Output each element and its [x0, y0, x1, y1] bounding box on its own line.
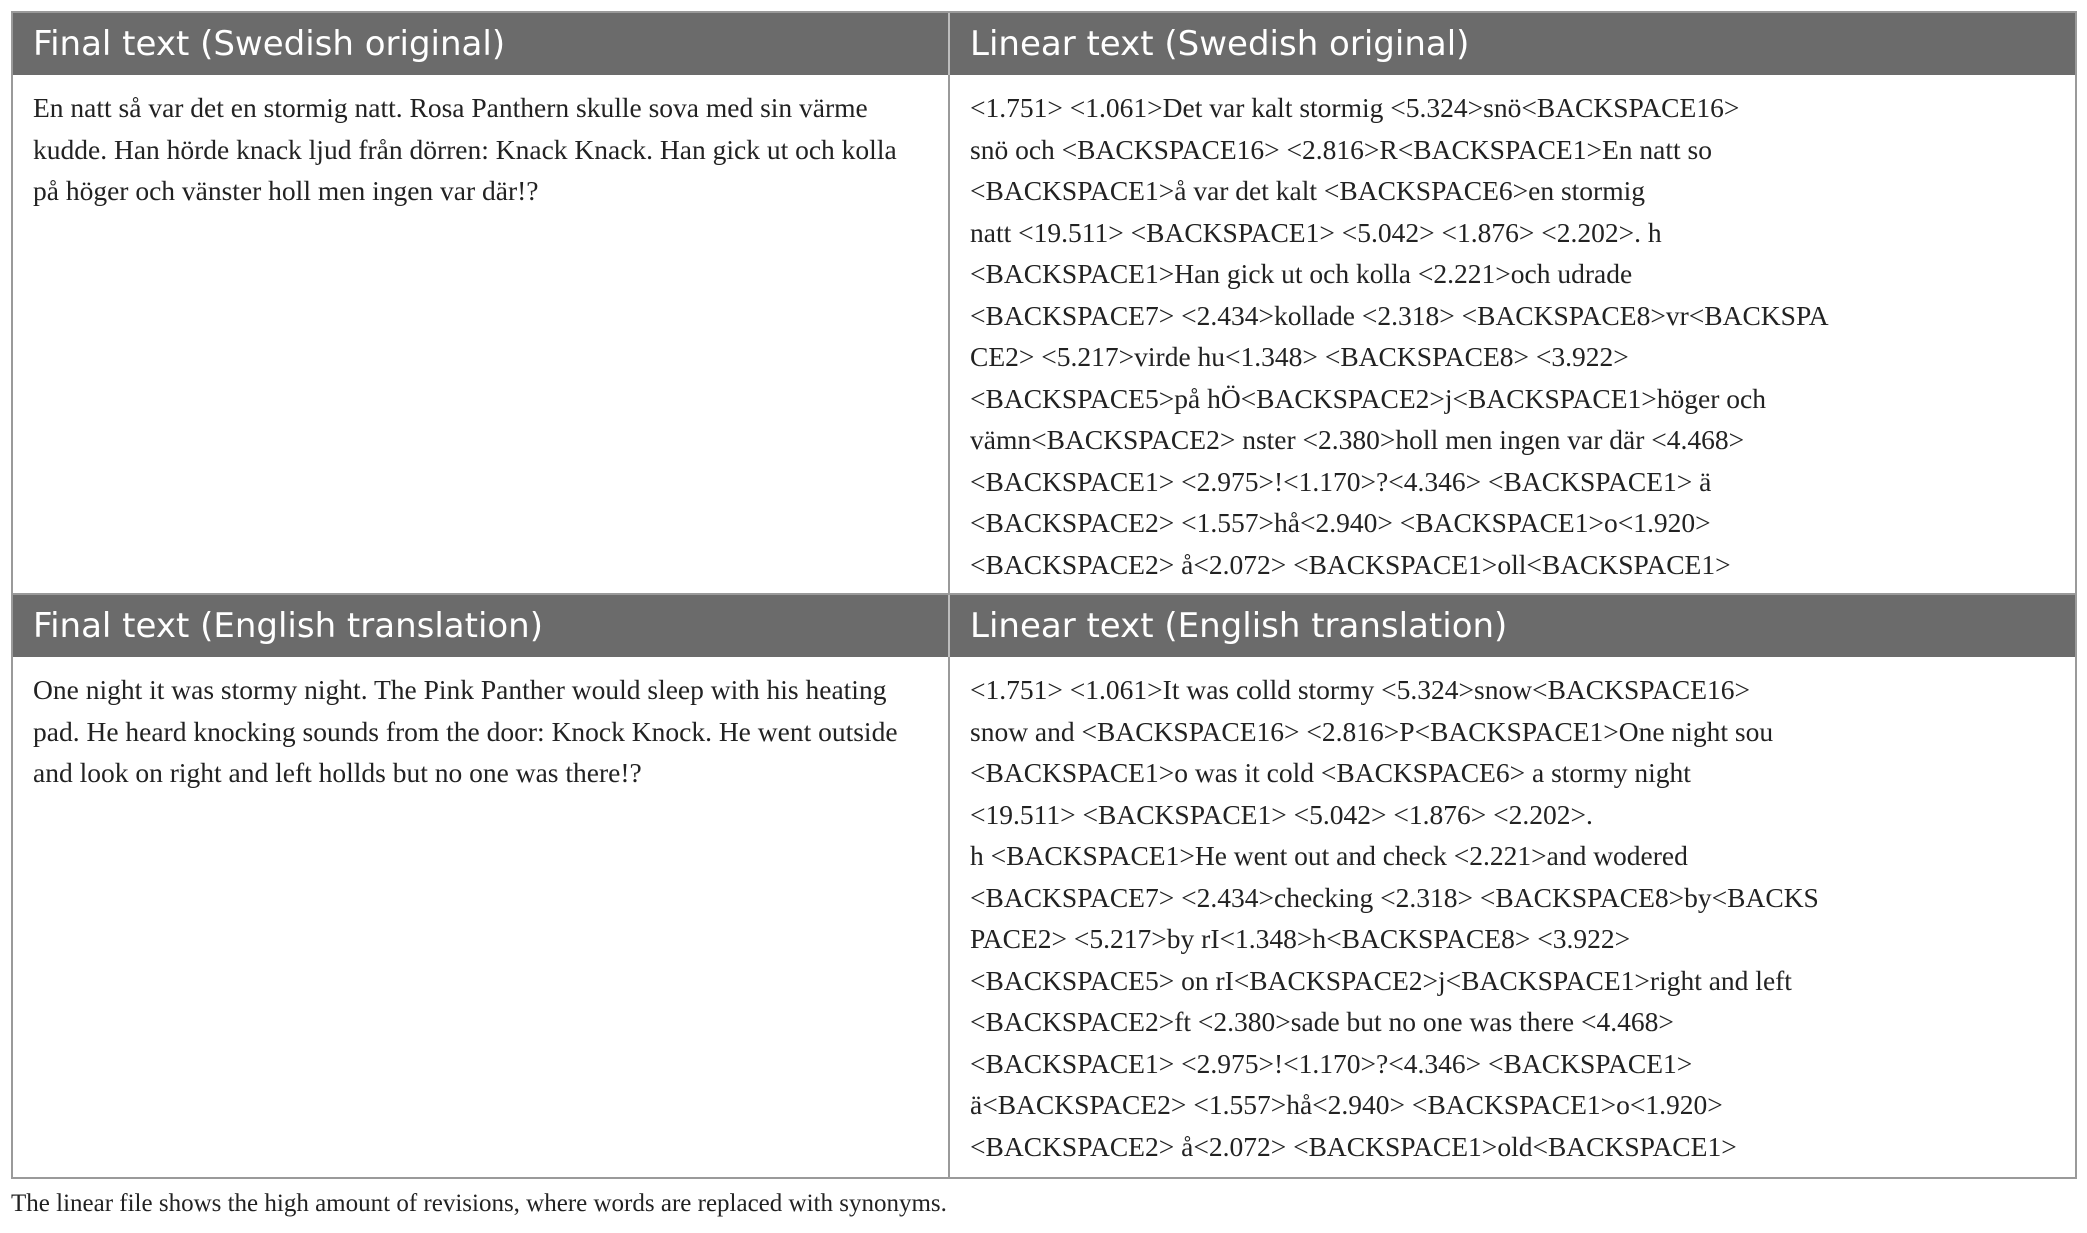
cell-final-english: One night it was stormy night. The Pink Panther would sleep with his heating pad. He heard knocking sounds from the door: Knock Knock. He went outside and look on right and left hollds but no one was there!? — [33, 674, 905, 788]
table-caption: The linear file shows the high amount of revisions, where words are replaced with synonyms. — [11, 1190, 947, 1217]
header-final-english: Final text (English translation) — [13, 595, 948, 657]
cell-linear-swedish: <1.751> <1.061>Det var kalt stormig <5.324>snö<BACKSPACE16> snö och <BACKSPACE16> <2.816>R<BACKSPACE1>En natt so <BACKSPACE1>å var det kalt <BACKSPACE6>en stormig natt <19.511> <BACKSPACE1> <5.042> <1.876> <2.202>. h <BACKSPACE1>Han gick ut och kolla <2.221>och udrade <BACKSPACE7> <2.434>kollade <2.318> <BACKSPACE8>vr<BACKSPA CE2> <5.217>virde hu<1.348> <BACKSPACE8> <3.922> <BACKSPACE5>på hÖ<BACKSPACE2>j<BACKSPACE1>höger och vämn<BACKSPACE2> nster <2.380>holl men ingen var där <4.468> <BACKSPACE1> <2.975>!<1.170>?<4.346> <BACKSPACE1> ä <BACKSPACE2> <1.557>hå<2.940> <BACKSPACE1>o<1.920> <BACKSPACE2> å<2.072> <BACKSPACE1>oll<BACKSPACE1> — [948, 75, 2075, 595]
cell-linear-english: <1.751> <1.061>It was colld stormy <5.324>snow<BACKSPACE16> snow and <BACKSPACE16> <2.816>P<BACKSPACE1>One night sou <BACKSPACE1>o was it cold <BACKSPACE6> a stormy night <19.511> <BACKSPACE1> <5.042> <1.876> <2.202>. h <BACKSPACE1>He went out and check <2.221>and wodered <BACKSPACE7> <2.434>checking <2.318> <BACKSPACE8>by<BACKS PACE2> <5.217>by rI<1.348>h<BACKSPACE8> <3.922> <BACKSPACE5> on rI<BACKSPACE2>j<BACKSPACE1>right and left <BACKSPACE2>ft <2.380>sade but no one was there <4.468> <BACKSPACE1> <2.975>!<1.170>?<4.346> <BACKSPACE1> ä<BACKSPACE2> <1.557>hå<2.940> <BACKSPACE1>o<1.920> <BACKSPACE2> å<2.072> <BACKSPACE1>old<BACKSPACE1> — [948, 657, 2075, 1177]
keystroke-comparison-table — [11, 11, 2077, 1179]
cell-final-swedish: En natt så var det en stormig natt. Rosa Panthern skulle sova med sin värme kudde. Han hörde knack ljud från dörren: Knack Knack. Han gick ut och kolla på höger och vänster holl men ingen var där!? — [13, 75, 948, 595]
header-linear-english: Linear text (English translation) — [948, 595, 2075, 657]
header-linear-swedish: Linear text (Swedish original) — [948, 13, 2075, 75]
header-final-swedish: Final text (Swedish original) — [13, 13, 948, 75]
